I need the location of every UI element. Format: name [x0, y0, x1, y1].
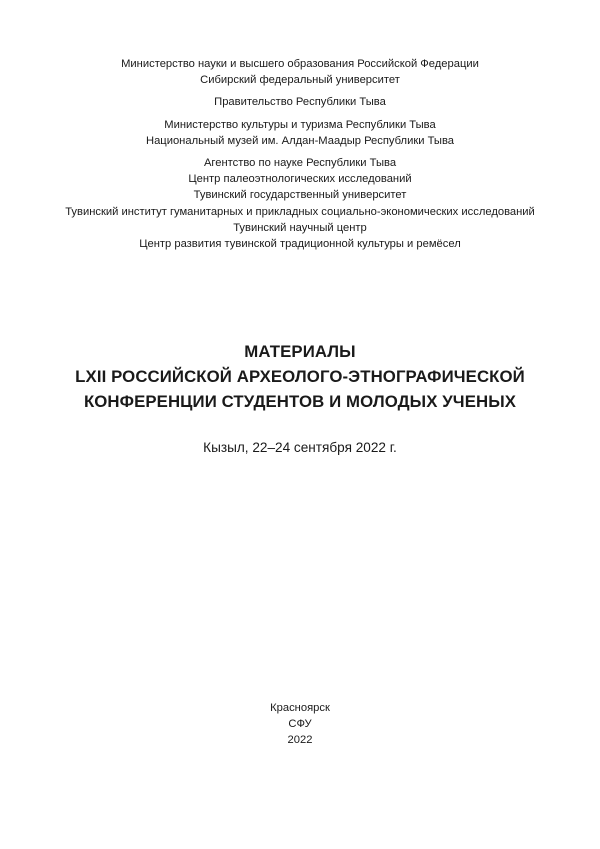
imprint-year: 2022 — [287, 734, 313, 747]
place-date: Кызыл, 22–24 сентября 2022 г. — [203, 440, 397, 455]
org-group-culture — [0, 117, 600, 149]
org-line: Центр развития тувинской традиционной культуры и ремёсел — [139, 238, 461, 251]
document-title — [0, 339, 600, 414]
organizations-block — [0, 56, 600, 252]
org-group-science — [0, 155, 600, 252]
org-line: Центр палеоэтнологических исследований — [188, 173, 412, 186]
org-group-federal — [0, 56, 600, 88]
org-line: Правительство Республики Тыва — [214, 96, 386, 109]
org-line: Министерство науки и высшего образования Российской Федерации — [121, 58, 479, 70]
org-line: Министерство культуры и туризма Республики Тыва — [164, 118, 436, 131]
org-line: Тувинский научный центр — [233, 221, 367, 234]
org-group-government — [0, 94, 600, 110]
org-line: Тувинский государственный университет — [193, 189, 407, 202]
org-line: Национальный музей им. Алдан-Маадыр Республики Тыва — [145, 134, 454, 147]
title-line-3: КОНФЕРЕНЦИИ СТУДЕНТОВ И МОЛОДЫХ УЧЕНЫХ — [83, 392, 517, 411]
imprint-city: Красноярск — [270, 702, 330, 714]
org-line: Тувинский институт гуманитарных и прикладных социально-экономических исследований — [65, 205, 535, 218]
org-line: Агентство по науке Республики Тыва — [203, 157, 397, 170]
org-line: Сибирский федеральный университет — [200, 74, 400, 87]
imprint-block — [0, 700, 600, 749]
title-line-1: МАТЕРИАЛЫ — [244, 342, 356, 361]
title-line-2: LXII РОССИЙСКОЙ АРХЕОЛОГО-ЭТНОГРАФИЧЕСКОЙ — [75, 367, 525, 386]
imprint-publisher: СФУ — [288, 718, 312, 731]
